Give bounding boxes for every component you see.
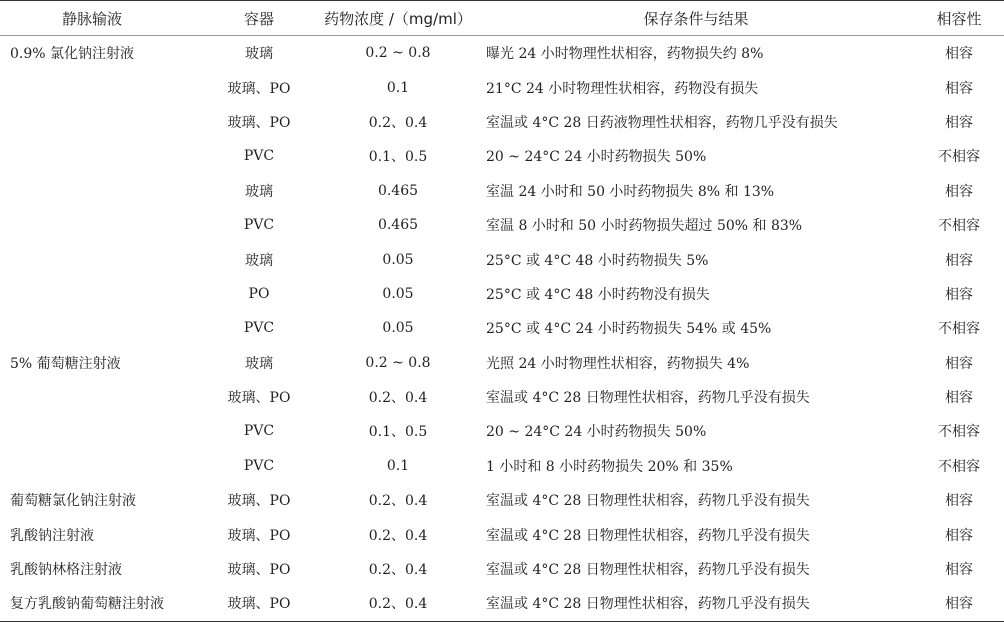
cell-concentration: 0.2、0.4: [368, 493, 428, 510]
cell-infusion: [0, 208, 200, 242]
table-row: [0, 483, 1004, 517]
cell-conditions: 室温或 4°C 28 日物理性状相容，药物几乎没有损失: [486, 562, 810, 579]
cell-compatibility: 相容: [945, 493, 973, 510]
cell-conditions: 室温 8 小时和 50 小时药物损失超过 50% 和 83%: [486, 218, 803, 235]
cell-compatibility: 相容: [945, 527, 973, 544]
cell-container: PO: [248, 285, 270, 302]
table-body: [0, 36, 1004, 622]
header-concentration: 药物浓度 /（mg/ml）: [318, 1, 478, 36]
cell-compatibility: 相容: [945, 252, 973, 269]
header-container: 容器: [200, 1, 318, 36]
cell-conditions: 室温或 4°C 28 日物理性状相容，药物几乎没有损失: [486, 527, 810, 544]
cell-container: 玻璃、PO: [200, 586, 318, 621]
cell-infusion: 葡萄糖氯化钠注射液: [10, 493, 136, 510]
cell-container: 玻璃、PO: [227, 493, 291, 510]
cell-container: 玻璃、PO: [227, 114, 291, 131]
cell-concentration: 0.1: [386, 457, 410, 474]
header-row: [0, 1, 1004, 36]
table-row: [0, 517, 1004, 551]
cell-infusion: [0, 174, 200, 208]
table-row: [0, 311, 1004, 345]
cell-container: PVC: [243, 217, 275, 234]
table-row: [0, 105, 1004, 139]
cell-container: 玻璃、PO: [227, 390, 291, 407]
cell-container: 玻璃、PO: [227, 80, 291, 97]
cell-compatibility: 相容: [945, 562, 973, 579]
cell-infusion: [0, 105, 200, 139]
table-row: [0, 70, 1004, 104]
table-row: [0, 552, 1004, 586]
cell-container: PVC: [243, 457, 275, 474]
table-row: [0, 277, 1004, 311]
cell-compatibility: 不相容: [938, 149, 980, 166]
table-row: [0, 36, 1004, 71]
cell-concentration: 0.2、0.4: [368, 390, 428, 407]
cell-infusion: 乳酸钠注射液: [10, 527, 94, 544]
cell-compatibility: 不相容: [938, 458, 980, 475]
cell-infusion: 复方乳酸钠葡萄糖注射液: [0, 586, 200, 621]
cell-conditions: 25°C 或 4°C 48 小时药物没有损失: [486, 286, 710, 303]
cell-concentration: 0.465: [377, 217, 419, 234]
table-row: [0, 346, 1004, 380]
cell-compatibility: 不相容: [938, 218, 980, 235]
cell-concentration: 0.2、0.4: [368, 114, 428, 131]
cell-infusion: 5% 葡萄糖注射液: [10, 355, 121, 372]
header-conditions: 保存条件与结果: [478, 1, 914, 36]
table-row: [0, 208, 1004, 242]
header-infusion: 静脉输液: [0, 1, 200, 36]
cell-container: 玻璃: [245, 183, 273, 200]
table-row: [0, 174, 1004, 208]
cell-conditions: 室温或 4°C 28 日物理性状相容，药物几乎没有损失: [486, 390, 810, 407]
cell-infusion: [0, 277, 200, 311]
cell-conditions: 曝光 24 小时物理性状相容，药物损失约 8%: [486, 46, 764, 63]
cell-compatibility: 相容: [945, 80, 973, 97]
cell-compatibility: 相容: [945, 286, 973, 303]
cell-compatibility: 相容: [945, 183, 973, 200]
cell-concentration: 0.1、0.5: [368, 424, 428, 441]
cell-infusion: [0, 242, 200, 276]
cell-container: 玻璃: [245, 355, 273, 372]
cell-concentration: 0.2、0.4: [318, 586, 478, 621]
cell-conditions: 20 ~ 24°C 24 小时药物损失 50%: [486, 424, 707, 441]
cell-container: 玻璃: [245, 252, 273, 269]
table-row: [0, 139, 1004, 173]
cell-infusion: [0, 139, 200, 173]
cell-compatibility: 相容: [945, 46, 973, 63]
cell-conditions: 20 ~ 24°C 24 小时药物损失 50%: [486, 149, 707, 166]
cell-concentration: 0.05: [382, 285, 414, 302]
cell-conditions: 室温 24 小时和 50 小时药物损失 8% 和 13%: [486, 183, 775, 200]
cell-infusion: [0, 70, 200, 104]
cell-container: 玻璃、PO: [227, 562, 291, 579]
table-row: [0, 414, 1004, 448]
cell-compatibility: 相容: [945, 355, 973, 372]
cell-conditions: 光照 24 小时物理性状相容，药物损失 4%: [486, 355, 750, 372]
cell-compatibility: 相容: [945, 390, 973, 407]
table-row: [0, 242, 1004, 276]
cell-infusion: 乳酸钠林格注射液: [10, 562, 122, 579]
cell-infusion: [0, 449, 200, 483]
cell-concentration: 0.1: [386, 79, 410, 96]
cell-conditions: 室温或 4°C 28 日物理性状相容，药物几乎没有损失: [478, 586, 914, 621]
table-row: [0, 449, 1004, 483]
cell-concentration: 0.2、0.4: [368, 562, 428, 579]
cell-infusion: [0, 311, 200, 345]
cell-compatibility: 不相容: [938, 424, 980, 441]
cell-container: PVC: [243, 148, 275, 165]
cell-conditions: 25°C 或 4°C 48 小时药物损失 5%: [486, 252, 709, 269]
cell-infusion: 0.9% 氯化钠注射液: [10, 46, 135, 63]
cell-concentration: 0.1、0.5: [368, 149, 428, 166]
cell-container: 玻璃: [245, 46, 273, 63]
cell-compatibility: 相容: [914, 586, 1004, 621]
cell-concentration: 0.2、0.4: [368, 527, 428, 544]
cell-container: PVC: [243, 423, 275, 440]
header-compatibility: 相容性: [914, 1, 1004, 36]
cell-infusion: [0, 414, 200, 448]
cell-concentration: 0.2 ~ 0.8: [365, 354, 431, 371]
table-row: [0, 586, 1004, 621]
table-row: [0, 380, 1004, 414]
cell-conditions: 室温或 4°C 28 日物理性状相容，药物几乎没有损失: [486, 493, 810, 510]
cell-compatibility: 相容: [945, 114, 973, 131]
cell-container: 玻璃、PO: [227, 527, 291, 544]
cell-container: PVC: [243, 320, 275, 337]
cell-concentration: 0.465: [377, 182, 419, 199]
cell-compatibility: 不相容: [938, 321, 980, 338]
cell-concentration: 0.05: [382, 320, 414, 337]
cell-conditions: 室温或 4°C 28 日药液物理性状相容，药物几乎没有损失: [486, 114, 838, 131]
cell-conditions: 25°C 或 4°C 24 小时药物损失 54% 或 45%: [486, 321, 772, 338]
cell-conditions: 1 小时和 8 小时药物损失 20% 和 35%: [486, 458, 733, 475]
cell-concentration: 0.2 ~ 0.8: [365, 45, 431, 62]
cell-conditions: 21°C 24 小时物理性状相容，药物没有损失: [486, 80, 759, 97]
cell-infusion: [0, 380, 200, 414]
cell-concentration: 0.05: [382, 251, 414, 268]
